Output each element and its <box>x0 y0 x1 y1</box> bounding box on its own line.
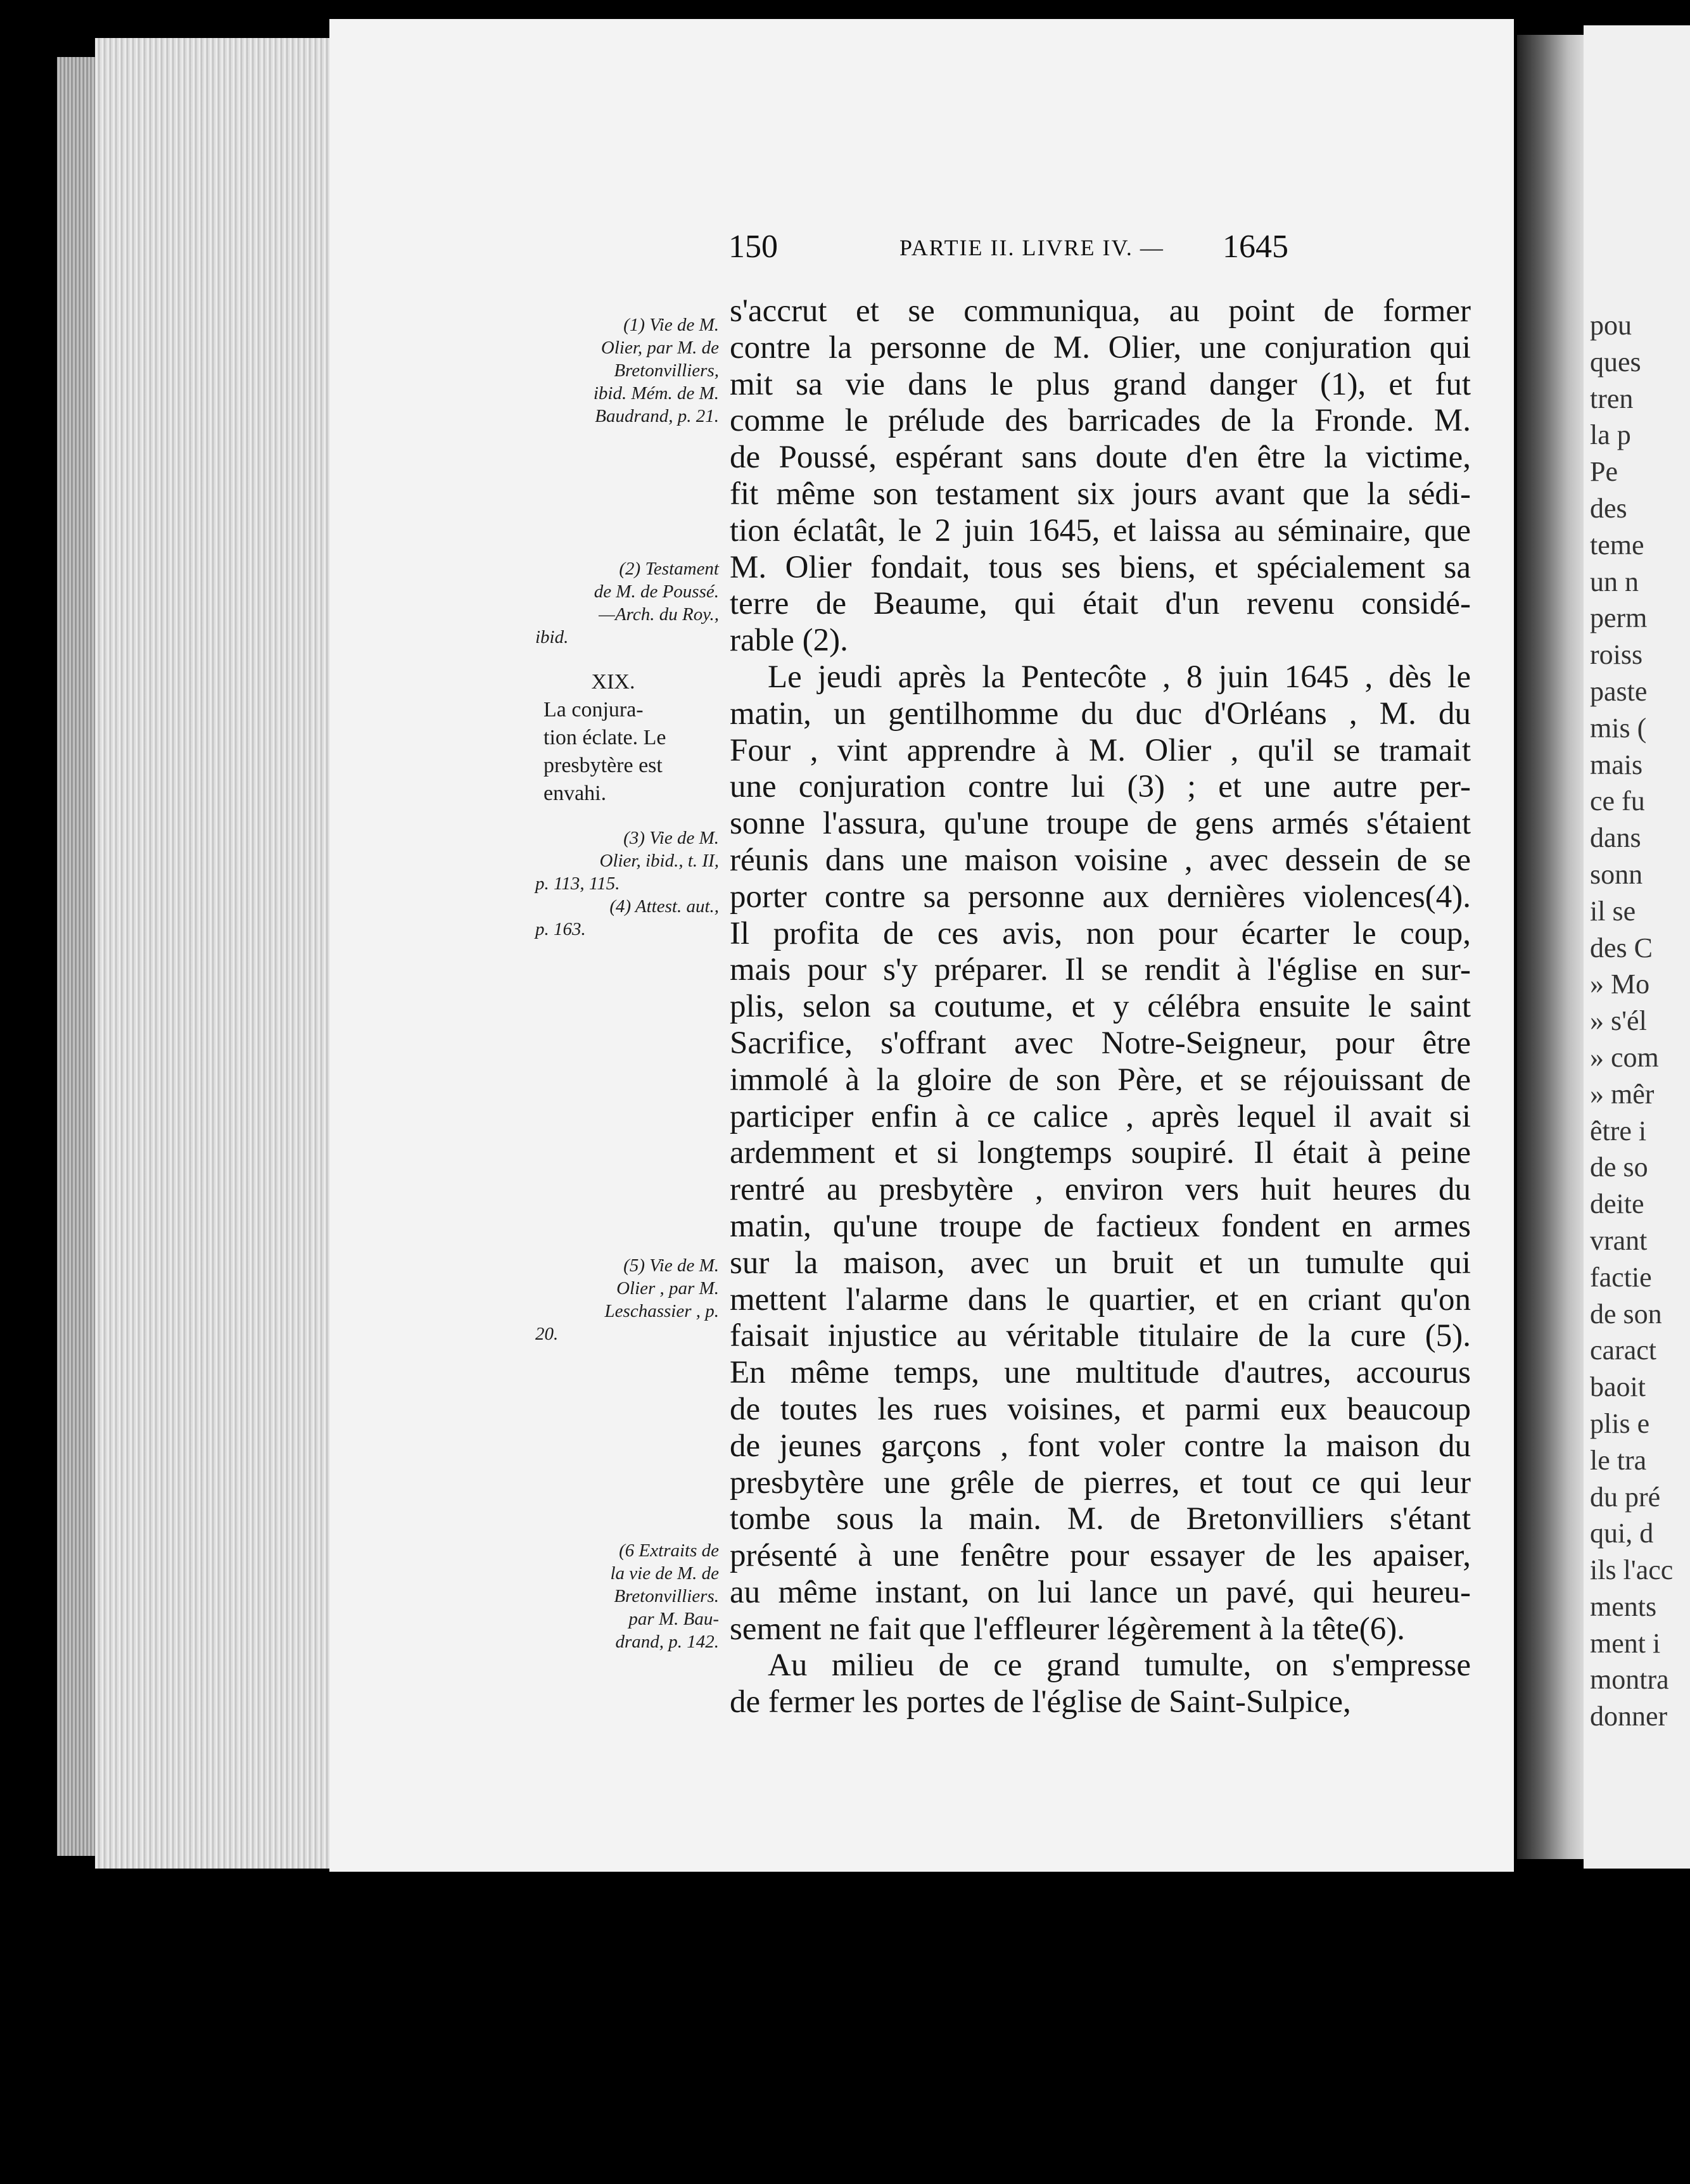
text-line: de toutes les rues voisines, et parmi eux beaucoup <box>730 1391 1471 1427</box>
text-line: presbytère une grêle de pierres, et tout ce qui leur <box>730 1464 1471 1501</box>
margin-note-3 <box>535 827 719 941</box>
text-line: sonne l'assura, qu'une troupe de gens armés s'étaient <box>730 806 1471 842</box>
margin-note-line: p. 163. <box>535 919 586 939</box>
text-line: rentré au presbytère , environ vers huit heures du <box>730 1172 1471 1208</box>
text-line: de fermer les portes de l'église de Saint-Sulpice, <box>730 1684 1351 1720</box>
margin-note-line: Leschassier , p. <box>604 1301 719 1321</box>
margin-note-line: Bretonvilliers, <box>614 360 719 381</box>
text-line: de jeunes garçons , font voler contre la maison du <box>730 1428 1471 1464</box>
book-gutter-shadow <box>1517 35 1590 1859</box>
section-number: XIX. <box>591 670 635 694</box>
margin-note-line: Olier, par M. de <box>600 338 719 358</box>
text-line: terre de Beaume, qui était d'un revenu considé- <box>730 586 1471 622</box>
next-page-line: il se <box>1590 895 1636 927</box>
text-line: immolé à la gloire de son Père, et se réjouissant de <box>730 1062 1471 1098</box>
next-page-text <box>1590 307 1673 1735</box>
margin-note-line: Bretonvilliers. <box>614 1586 719 1606</box>
next-page-line: du pré <box>1590 1481 1661 1513</box>
text-line: une conjuration contre lui (3) ; et une autre per- <box>730 769 1471 805</box>
text-line: contre la personne de M. Olier, une conjuration qui <box>730 329 1471 365</box>
text-line: tombe sous la main. M. de Bretonvilliers s'étant <box>730 1501 1471 1537</box>
text-line: rable (2). <box>730 623 848 659</box>
margin-note-line: (3) Vie de M. <box>623 828 719 848</box>
next-page-line: être i <box>1590 1115 1647 1146</box>
next-page-line: pou <box>1590 310 1632 341</box>
text-line: ardemment et si longtemps soupiré. Il était à peine <box>730 1135 1471 1171</box>
next-page-line: » Mo <box>1590 968 1650 1000</box>
next-page-line: donner <box>1590 1701 1668 1732</box>
next-page-line: caract <box>1590 1335 1656 1366</box>
text-line: tion éclatât, le 2 juin 1645, et laissa au séminaire, que <box>730 512 1471 549</box>
text-line: Le jeudi après la Pentecôte , 8 juin 1645 , dès le <box>768 659 1471 695</box>
next-page-line: des C <box>1590 932 1653 963</box>
next-page-line: ce fu <box>1590 785 1645 817</box>
margin-note-line: drand, p. 142. <box>615 1632 719 1652</box>
text-line: Sacrifice, s'offrant avec Notre-Seigneur, pour être <box>730 1025 1471 1061</box>
running-title: PARTIE II. LIVRE IV. — <box>899 235 1164 260</box>
body-text <box>730 293 1471 1721</box>
text-line: mit sa vie dans le plus grand danger (1), et fut <box>730 366 1471 402</box>
next-page-line: baoit <box>1590 1371 1646 1403</box>
next-page-line: un n <box>1590 566 1639 597</box>
margin-note-line: (4) Attest. aut., <box>609 896 719 917</box>
margin-note-line: Olier , par M. <box>616 1278 719 1298</box>
next-page-line: dans <box>1590 822 1641 854</box>
text-line: mettent l'alarme dans le quartier, et en criant qu'on <box>730 1281 1471 1317</box>
margin-note-line: ibid. Mém. de M. <box>593 383 719 403</box>
next-page-line: » com <box>1590 1041 1659 1073</box>
margin-note-line: par M. Bau- <box>628 1609 719 1629</box>
next-page-line: des <box>1590 492 1627 524</box>
section-title-line: envahi. <box>543 782 607 805</box>
text-line: faisait injustice au véritable titulaire de la cure (5). <box>730 1318 1471 1354</box>
next-page-line: » s'él <box>1590 1005 1647 1037</box>
section-title-line: tion éclate. Le <box>543 726 666 749</box>
next-page-line: factie <box>1590 1261 1652 1293</box>
text-line: s'accrut et se communiqua, au point de former <box>730 293 1471 329</box>
text-line: sement ne fait que l'effleurer légèrement à la tête(6). <box>730 1611 1405 1647</box>
next-page-line: de son <box>1590 1298 1662 1330</box>
text-line: présenté à une fenêtre pour essayer de les apaiser, <box>730 1538 1471 1574</box>
margin-note-5 <box>535 1254 719 1345</box>
text-line: M. Olier fondait, tous ses biens, et spécialement sa <box>730 549 1471 585</box>
next-page-line: teme <box>1590 529 1644 561</box>
margin-note-line: (2) Testament <box>619 559 719 579</box>
margin-note-1 <box>535 314 719 428</box>
text-line: de Poussé, espérant sans doute d'en être la victime, <box>730 440 1471 476</box>
section-title-line: La conjura- <box>543 698 644 721</box>
next-page-line: » mêr <box>1590 1078 1655 1110</box>
text-line: fit même son testament six jours avant que la sédi- <box>730 476 1471 512</box>
page-number: 150 <box>728 229 778 265</box>
next-page-line: de so <box>1590 1152 1648 1183</box>
book-page-edges <box>95 38 342 1869</box>
next-page-fragment <box>1584 25 1690 1869</box>
next-page-line: tren <box>1590 383 1634 414</box>
text-line: En même temps, une multitude d'autres, accourus <box>730 1355 1471 1391</box>
text-line: matin, qu'une troupe de factieux fondent en armes <box>730 1208 1471 1244</box>
margin-note-2 <box>535 557 719 649</box>
next-page-line: roiss <box>1590 639 1643 671</box>
next-page-line: vrant <box>1590 1224 1648 1256</box>
text-line: participer enfin à ce calice , après lequel il avait si <box>730 1098 1471 1134</box>
next-page-line: sonn <box>1590 858 1643 890</box>
next-page-line: le tra <box>1590 1444 1647 1476</box>
next-page-line: mis ( <box>1590 712 1647 744</box>
text-line: réunis dans une maison voisine , avec dessein de se <box>730 842 1471 878</box>
next-page-line: ment i <box>1590 1627 1661 1659</box>
margin-note-line: la vie de M. de <box>610 1563 719 1584</box>
text-line: au même instant, on lui lance un pavé, qui heureu- <box>730 1574 1471 1610</box>
next-page-line: paste <box>1590 675 1648 707</box>
margin-note-line: Olier, ibid., t. II, <box>599 851 719 871</box>
header-year: 1645 <box>1223 229 1288 265</box>
next-page-line: perm <box>1590 602 1648 634</box>
next-page-line: mais <box>1590 749 1643 780</box>
next-page-line: Pe <box>1590 456 1618 488</box>
next-page-line: plis e <box>1590 1407 1650 1439</box>
margin-note-line: (5) Vie de M. <box>623 1255 719 1276</box>
margin-note-line: (6 Extraits de <box>619 1540 719 1561</box>
text-line: comme le prélude des barricades de la Fronde. M. <box>730 403 1471 439</box>
next-page-line: ments <box>1590 1590 1657 1622</box>
next-page-line: la p <box>1590 419 1631 451</box>
margin-note-line: 20. <box>535 1324 559 1344</box>
text-line: sur la maison, avec un bruit et un tumulte qui <box>730 1245 1471 1281</box>
margin-note-line: Baudrand, p. 21. <box>595 406 719 426</box>
text-line: plis, selon sa coutume, et y célébra ensuite le saint <box>730 989 1471 1025</box>
margin-note-line: (1) Vie de M. <box>623 315 719 335</box>
next-page-line: ques <box>1590 346 1641 378</box>
next-page-line: montra <box>1590 1664 1669 1696</box>
margin-note-6 <box>535 1539 719 1653</box>
margin-note-line: ibid. <box>535 627 569 647</box>
section-title-line: presbytère est <box>543 754 663 777</box>
section-summary <box>543 668 715 808</box>
margin-note-line: p. 113, 115. <box>535 873 620 894</box>
text-line: matin, un gentilhomme du duc d'Orléans , M. du <box>730 695 1471 732</box>
text-line: porter contre sa personne aux dernières violences(4). <box>730 879 1471 915</box>
margin-note-line: de M. de Poussé. <box>594 581 719 602</box>
next-page-line: deite <box>1590 1188 1644 1220</box>
text-line: mais pour s'y préparer. Il se rendit à l'église en sur- <box>730 952 1471 988</box>
next-page-line: ils l'acc <box>1590 1554 1674 1586</box>
next-page-line: qui, d <box>1590 1518 1654 1549</box>
text-line: Four , vint apprendre à M. Olier , qu'il se tramait <box>730 732 1471 768</box>
margin-note-line: —Arch. du Roy., <box>599 604 719 625</box>
text-line: Au milieu de ce grand tumulte, on s'empresse <box>768 1648 1471 1684</box>
text-line: Il profita de ces avis, non pour écarter le coup, <box>730 915 1471 951</box>
